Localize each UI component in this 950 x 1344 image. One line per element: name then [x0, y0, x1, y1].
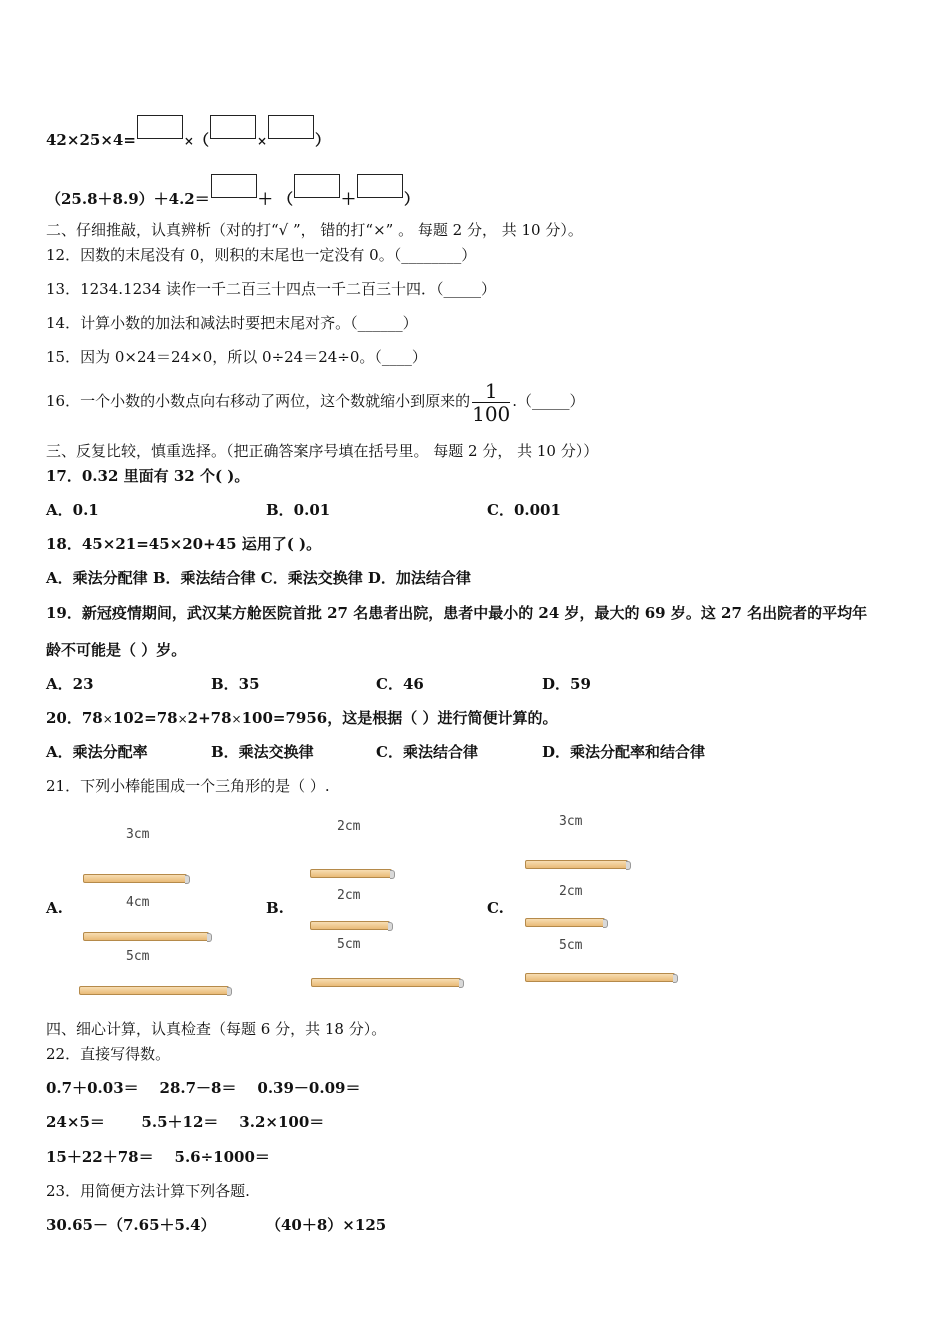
- stick-label: 2cm: [337, 819, 361, 834]
- question-22: 22．直接写得数。: [46, 1045, 171, 1063]
- q20-option-d[interactable]: D．乘法分配率和结合律: [542, 743, 706, 761]
- stick-label: 5cm: [337, 937, 361, 952]
- q19-option-b[interactable]: B．35: [211, 675, 260, 693]
- answer-box[interactable]: [357, 174, 403, 198]
- eq2-lhs: （25.8＋8.9）＋4.2＝: [46, 190, 210, 208]
- q20-part: 102=78: [112, 709, 178, 727]
- q20-option-c[interactable]: C．乘法结合律: [376, 743, 478, 761]
- q22-row-2: 24×5＝ 5.5＋12＝ 3.2×100＝: [46, 1113, 325, 1131]
- question-23: 23．用简便方法计算下列各题.: [46, 1182, 250, 1200]
- paren-open: （: [277, 190, 293, 208]
- stick-label: 2cm: [559, 884, 583, 899]
- question-21: 21．下列小棒能围成一个三角形的是（ ）.: [46, 777, 330, 795]
- section-3-title: 三、反复比较，慎重选择。（把正确答案序号填在括号里。 每题 2 分， 共 10 分））: [46, 442, 599, 460]
- q21-option-c[interactable]: C.: [487, 899, 504, 917]
- q17-option-b[interactable]: B．0.01: [266, 501, 331, 519]
- question-12: 12．因数的末尾没有 0，则积的末尾也一定没有 0。（________）: [46, 246, 477, 264]
- question-13: 13．1234.1234 读作一千二百三十四点一千二百三十四．（_____）: [46, 280, 496, 298]
- stick-label: 3cm: [126, 827, 150, 842]
- stick: [525, 860, 628, 869]
- q20-part: 100=7956，这是根据（ ）进行简便计算的。: [241, 709, 558, 727]
- stick: [83, 874, 187, 883]
- fraction-numerator: 1: [484, 378, 498, 403]
- q21-option-b[interactable]: B.: [266, 899, 284, 917]
- stick: [79, 986, 229, 995]
- times-sign: ×: [183, 134, 194, 148]
- q22-row-3: 15＋22＋78＝ 5.6÷1000＝: [46, 1148, 270, 1166]
- stick: [83, 932, 209, 941]
- q23-expr-1: 30.65－（7.65＋5.4）: [46, 1216, 216, 1234]
- stick-label: 4cm: [126, 895, 150, 910]
- section-2-title: 二、仔细推敲，认真辨析（对的打“√ ”， 错的打“×” 。 每题 2 分， 共 10 分）。: [46, 221, 583, 239]
- question-17: 17．0.32 里面有 32 个( )。: [46, 467, 250, 485]
- q16-blank: .（_____）: [512, 392, 585, 410]
- question-15: 15．因为 0×24＝24×0，所以 0÷24＝24÷0。（____）: [46, 348, 427, 366]
- answer-box[interactable]: [268, 115, 314, 139]
- times-sign: ×: [177, 712, 188, 726]
- equation-2: [46, 174, 419, 209]
- stick-label: 5cm: [126, 949, 150, 964]
- stick: [525, 973, 675, 982]
- eq1-lhs: 42×25×4=: [46, 131, 136, 149]
- stick-label: 3cm: [559, 814, 583, 829]
- question-19-line1: 19．新冠疫情期间，武汉某方舱医院首批 27 名患者出院，患者中最小的 24 岁，最大的 69 岁。这 27 名出院者的平均年: [46, 604, 868, 622]
- q19-option-d[interactable]: D．59: [542, 675, 591, 693]
- q22-row-1: 0.7＋0.03＝ 28.7－8＝ 0.39－0.09＝: [46, 1079, 361, 1097]
- fraction: [472, 378, 511, 426]
- plus-sign: ＋: [257, 190, 273, 208]
- question-14: 14．计算小数的加法和减法时要把末尾对齐。（______）: [46, 314, 418, 332]
- stick: [310, 869, 392, 878]
- question-19-line2: 龄不可能是（ ）岁。: [46, 641, 187, 659]
- times-sign: ×: [102, 712, 113, 726]
- answer-box[interactable]: [137, 115, 183, 139]
- times-sign: ×: [256, 134, 268, 148]
- section-4-title: 四、细心计算，认真检查（每题 6 分，共 18 分）。: [46, 1020, 387, 1038]
- q17-option-a[interactable]: A．0.1: [46, 501, 99, 519]
- q16-text: 16．一个小数的小数点向右移动了两位，这个数就缩小到原来的: [46, 392, 471, 410]
- stick: [310, 921, 390, 930]
- answer-box[interactable]: [210, 115, 256, 139]
- q17-option-c[interactable]: C．0.001: [487, 501, 561, 519]
- q23-expr-2: （40＋8）×125: [266, 1216, 387, 1234]
- stick: [311, 978, 461, 987]
- paren-open: （: [193, 131, 209, 149]
- q20-option-a[interactable]: A．乘法分配率: [46, 743, 148, 761]
- q19-option-c[interactable]: C．46: [376, 675, 424, 693]
- fraction-denominator: 100: [472, 401, 511, 426]
- paren-close: ）: [404, 190, 420, 208]
- stick-label: 2cm: [337, 888, 361, 903]
- stick: [525, 918, 605, 927]
- q20-option-b[interactable]: B．乘法交换律: [211, 743, 314, 761]
- question-18: 18．45×21=45×20+45 运用了( )。: [46, 535, 322, 553]
- question-20: [46, 708, 557, 729]
- question-16: [46, 378, 585, 424]
- equation-1: [46, 115, 330, 151]
- stick-label: 5cm: [559, 938, 583, 953]
- q20-part: 20．78: [46, 709, 103, 727]
- times-sign: ×: [231, 712, 242, 726]
- answer-box[interactable]: [211, 174, 257, 198]
- q18-options[interactable]: A．乘法分配律 B．乘法结合律 C．乘法交换律 D．加法结合律: [46, 569, 471, 587]
- answer-box[interactable]: [294, 174, 340, 198]
- q21-option-a[interactable]: A.: [46, 899, 63, 917]
- q20-part: 2+78: [187, 709, 232, 727]
- plus-sign: ＋: [341, 190, 357, 208]
- q19-option-a[interactable]: A．23: [46, 675, 94, 693]
- paren-close: ）: [315, 131, 331, 149]
